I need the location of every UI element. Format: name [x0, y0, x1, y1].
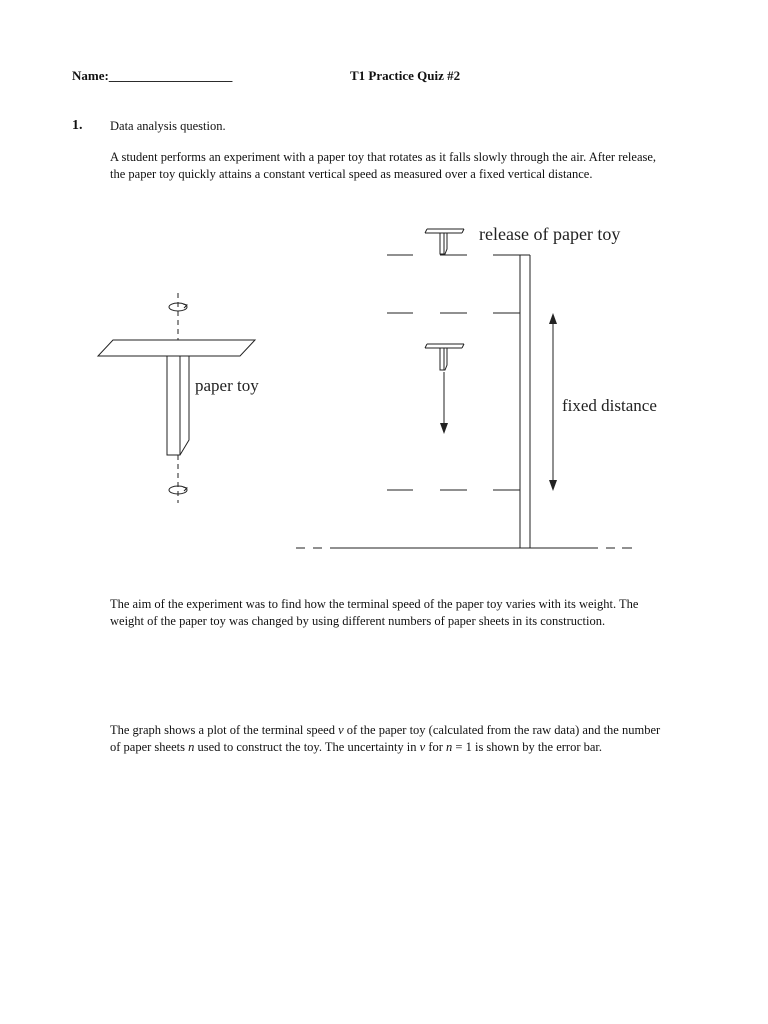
graph-text-5: = 1 is shown by the error bar.: [452, 740, 603, 754]
release-label: release of paper toy: [479, 224, 621, 244]
var-v-2: v: [419, 740, 426, 754]
distance-arrow-top: [549, 313, 557, 324]
graph-text-1: The graph shows a plot of the terminal speed: [110, 723, 339, 737]
question-heading: Data analysis question.: [110, 119, 226, 133]
graph-text-4: for: [425, 740, 447, 754]
fall-apparatus: [296, 229, 632, 548]
aim-paragraph: The aim of the experiment was to find how the terminal speed of the paper toy varies with its weight. The weight of the paper toy was changed by using different numbers of paper sheets in its construction.: [110, 597, 639, 628]
graph-text-3: used to construct the toy. The uncertainty in: [194, 740, 420, 754]
intro-paragraph: A student performs an experiment with a paper toy that rotates as it falls slowly through the air. After release, the paper toy quickly attains a constant vertical speed as measured over a fixed vertical distance.: [110, 150, 657, 181]
graph-text-2: of the paper toy (calculated from the raw data) and the number of paper sheets: [110, 723, 661, 754]
graph-description: [110, 722, 665, 756]
distance-arrow-bottom: [549, 480, 557, 491]
paper-toy-drawing: [98, 293, 255, 503]
page-title: T1 Practice Quiz #2: [350, 68, 461, 83]
name-field-label: Name:___________________: [72, 68, 233, 83]
paper-toy-label: paper toy: [195, 376, 259, 395]
var-n: n: [188, 740, 195, 754]
fall-arrow-head: [440, 423, 448, 434]
fixed-distance-label: fixed distance: [562, 396, 657, 415]
var-n-2: n: [446, 740, 453, 754]
var-v: v: [338, 723, 344, 737]
question-number: 1.: [72, 118, 83, 133]
